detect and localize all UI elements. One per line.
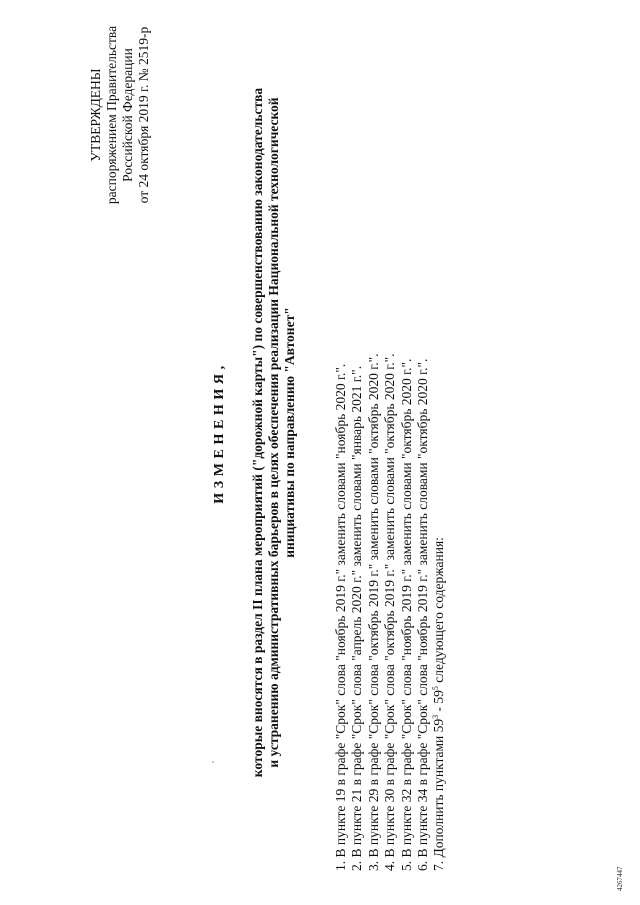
approval-authority: распоряжением Правительства [104,25,119,205]
document-subtitle [250,60,298,805]
subtitle-line-1: которые вносятся в раздел II плана мероприятий ("дорожной карты") по совершенствованию законодательства [250,87,265,778]
item7-dash: - 59 [431,690,447,715]
document-code: 4267447 [616,866,624,891]
subtitle-line-3: инициативы по направлению "Автонет" [282,307,297,558]
amendment-item-3: 3. В пункте 29 в графе "Срок" слова "октябрь 2019 г." заменить словами "октябрь 2020 г.". [365,353,381,871]
approval-date-number: от 24 октября 2019 г. № 2519-р [136,26,151,204]
amendment-list [333,91,448,871]
approval-stamp [88,15,152,215]
scan-dot-mark [212,761,214,763]
subtitle-line-2: и устранению административных барьеров в целях обеспечения реализации Национальной технологической [266,97,281,768]
item7-suffix: следующего содержания: [431,537,447,687]
amendment-item-4: 4. В пункте 30 в графе "Срок" слова "октябрь 2019 г." заменить словами "октябрь 2020 г.". [382,353,398,871]
amendment-item-2: 2. В пункте 21 в графе "Срок" слова "апрель 2020 г." заменить словами "январь 2021 г.". [349,365,365,871]
approval-title: УТВЕРЖДЕНЫ [88,68,103,162]
amendment-item-1: 1. В пункте 19 в графе "Срок" слова "ноябрь 2019 г." заменить словами "ноябрь 2020 г.". [333,363,348,871]
item7-prefix: 7. Дополнить пунктами 59 [431,718,447,871]
document-heading [212,60,298,805]
amendment-item-5: 5. В пункте 32 в графе "Срок" слова "ноябрь 2019 г." заменить словами "октябрь 2020 г.". [398,358,414,871]
item7-superscript-end: 5 [431,686,441,691]
amendment-item-7 [431,91,447,871]
item7-superscript-start: 3 [431,714,441,719]
document-title: ИЗМЕНЕНИЯ, [212,361,227,504]
amendment-item-6: 6. В пункте 34 в графе "Срок" слова "ноябрь 2019 г." заменить словами "октябрь 2020 г.". [415,358,431,871]
approval-country: Российской Федерации [120,48,135,182]
